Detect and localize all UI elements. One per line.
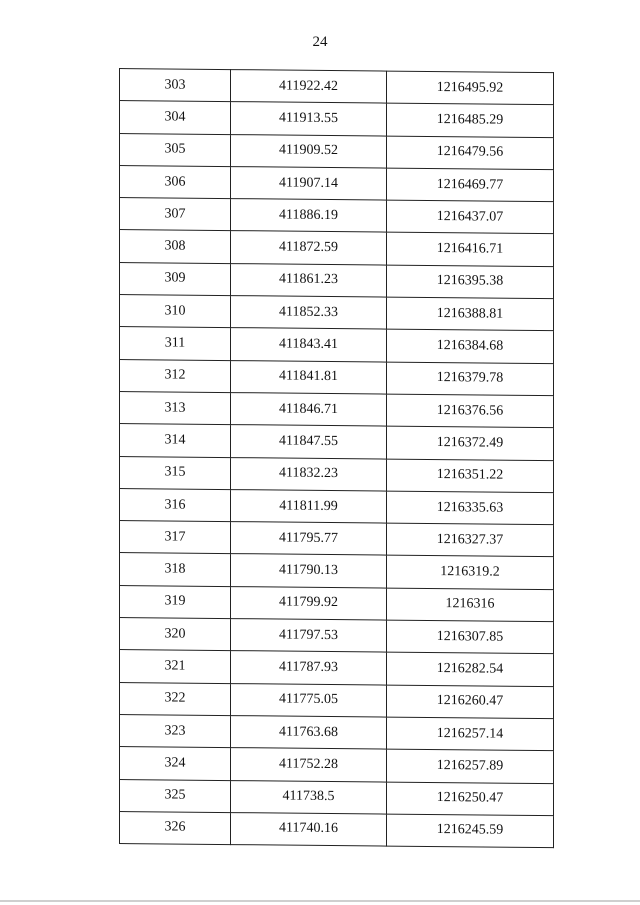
- y-coordinate-cell: 1216307.85: [387, 620, 554, 654]
- y-coordinate-cell: 1216437.07: [387, 200, 554, 234]
- x-coordinate-cell: 411832.23: [231, 457, 387, 491]
- scan-edge-mark: [0, 900, 640, 902]
- x-coordinate-cell: 411907.14: [231, 166, 387, 200]
- point-number-cell: 324: [120, 747, 231, 780]
- x-coordinate-cell: 411886.19: [231, 199, 387, 233]
- table-row: [120, 101, 554, 137]
- y-coordinate-cell: 1216479.56: [387, 136, 554, 170]
- y-coordinate-cell: 1216282.54: [387, 652, 554, 686]
- y-coordinate-cell: 1216469.77: [387, 168, 554, 202]
- point-number-cell: 319: [120, 585, 231, 618]
- table-row: [120, 327, 554, 363]
- table-row: [120, 779, 554, 815]
- y-coordinate-cell: 1216416.71: [387, 233, 554, 267]
- x-coordinate-cell: 411797.53: [231, 619, 387, 653]
- table-row: [120, 359, 554, 395]
- x-coordinate-cell: 411841.81: [231, 360, 387, 394]
- y-coordinate-cell: 1216335.63: [387, 491, 554, 525]
- table-row: [120, 391, 554, 427]
- coordinates-table-body: [120, 69, 554, 848]
- table-row: [120, 488, 554, 524]
- table-row: [120, 165, 554, 201]
- page-number: 24: [312, 34, 328, 50]
- y-coordinate-cell: 1216245.59: [387, 814, 554, 848]
- point-number-cell: 309: [120, 262, 231, 295]
- point-number-cell: 326: [120, 811, 231, 844]
- y-coordinate-cell: 1216257.14: [387, 717, 554, 751]
- table-row: [120, 198, 554, 234]
- point-number-cell: 325: [120, 779, 231, 812]
- table-row: [120, 714, 554, 750]
- table-row: [120, 69, 554, 105]
- y-coordinate-cell: 1216495.92: [387, 71, 554, 105]
- table-row: [120, 650, 554, 686]
- table-row: [120, 682, 554, 718]
- point-number-cell: 323: [120, 714, 231, 747]
- point-number-cell: 310: [120, 295, 231, 328]
- coordinates-table: [119, 68, 554, 848]
- x-coordinate-cell: 411852.33: [231, 296, 387, 330]
- x-coordinate-cell: 411787.93: [231, 651, 387, 685]
- x-coordinate-cell: 411811.99: [231, 489, 387, 523]
- table-row: [120, 811, 554, 847]
- y-coordinate-cell: 1216257.89: [387, 749, 554, 783]
- y-coordinate-cell: 1216376.56: [387, 394, 554, 428]
- point-number-cell: 315: [120, 456, 231, 489]
- point-number-cell: 307: [120, 198, 231, 231]
- point-number-cell: 311: [120, 327, 231, 360]
- point-number-cell: 308: [120, 230, 231, 263]
- table-row: [120, 553, 554, 589]
- table-row: [120, 424, 554, 460]
- x-coordinate-cell: 411740.16: [231, 812, 387, 846]
- point-number-cell: 316: [120, 488, 231, 521]
- x-coordinate-cell: 411843.41: [231, 328, 387, 362]
- table-row: [120, 521, 554, 557]
- table-row: [120, 618, 554, 654]
- x-coordinate-cell: 411752.28: [231, 748, 387, 782]
- x-coordinate-cell: 411913.55: [231, 102, 387, 136]
- y-coordinate-cell: 1216372.49: [387, 426, 554, 460]
- y-coordinate-cell: 1216319.2: [387, 556, 554, 590]
- y-coordinate-cell: 1216485.29: [387, 103, 554, 137]
- y-coordinate-cell: 1216250.47: [387, 782, 554, 816]
- point-number-cell: 312: [120, 359, 231, 392]
- y-coordinate-cell: 1216260.47: [387, 685, 554, 719]
- point-number-cell: 304: [120, 101, 231, 134]
- y-coordinate-cell: 1216327.37: [387, 523, 554, 557]
- x-coordinate-cell: 411846.71: [231, 393, 387, 427]
- x-coordinate-cell: 411763.68: [231, 716, 387, 750]
- x-coordinate-cell: 411790.13: [231, 554, 387, 588]
- table-row: [120, 133, 554, 169]
- point-number-cell: 318: [120, 553, 231, 586]
- y-coordinate-cell: 1216379.78: [387, 362, 554, 396]
- table-row: [120, 456, 554, 492]
- y-coordinate-cell: 1216351.22: [387, 459, 554, 493]
- point-number-cell: 320: [120, 618, 231, 651]
- table-row: [120, 230, 554, 266]
- point-number-cell: 317: [120, 521, 231, 554]
- y-coordinate-cell: 1216395.38: [387, 265, 554, 299]
- point-number-cell: 306: [120, 165, 231, 198]
- x-coordinate-cell: 411738.5: [231, 780, 387, 814]
- point-number-cell: 321: [120, 650, 231, 683]
- point-number-cell: 303: [120, 69, 231, 102]
- y-coordinate-cell: 1216384.68: [387, 329, 554, 363]
- y-coordinate-cell: 1216388.81: [387, 297, 554, 331]
- point-number-cell: 322: [120, 682, 231, 715]
- x-coordinate-cell: 411775.05: [231, 683, 387, 717]
- table-row: [120, 747, 554, 783]
- point-number-cell: 314: [120, 424, 231, 457]
- table-row: [120, 585, 554, 621]
- x-coordinate-cell: 411861.23: [231, 263, 387, 297]
- x-coordinate-cell: 411909.52: [231, 134, 387, 168]
- x-coordinate-cell: 411922.42: [231, 70, 387, 104]
- x-coordinate-cell: 411795.77: [231, 522, 387, 556]
- x-coordinate-cell: 411799.92: [231, 586, 387, 620]
- point-number-cell: 305: [120, 133, 231, 166]
- x-coordinate-cell: 411847.55: [231, 425, 387, 459]
- table-row: [120, 262, 554, 298]
- x-coordinate-cell: 411872.59: [231, 231, 387, 265]
- y-coordinate-cell: 1216316: [387, 588, 554, 622]
- point-number-cell: 313: [120, 391, 231, 424]
- table-row: [120, 295, 554, 331]
